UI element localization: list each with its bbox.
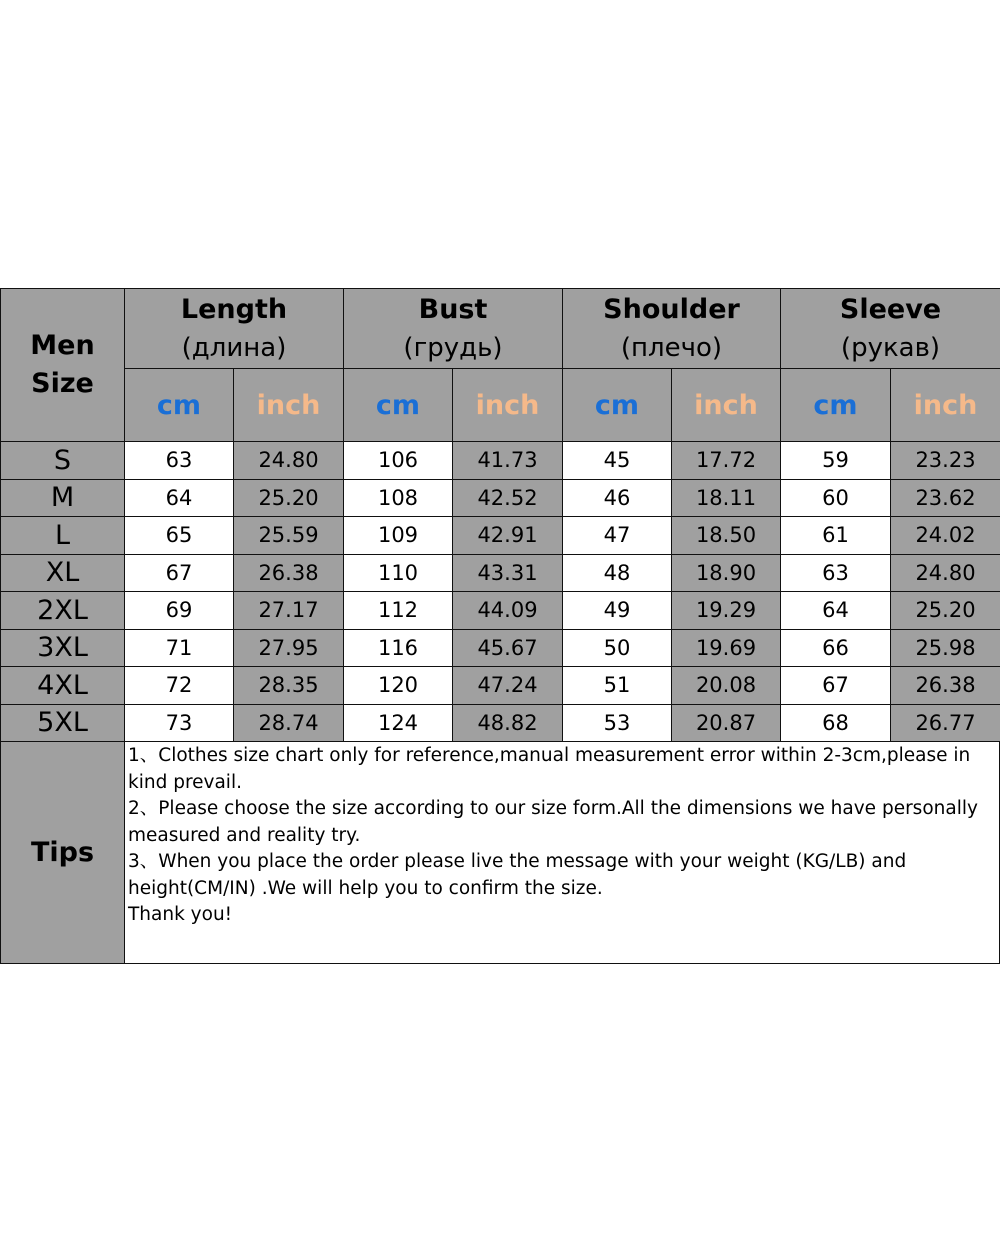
cell-value: 47.24 (477, 673, 538, 698)
table-cell (233, 441, 344, 480)
table-cell (233, 554, 344, 593)
cell-value: 68 (822, 710, 849, 735)
size-cell (0, 666, 125, 705)
cell-value: 48 (603, 560, 631, 585)
cell-value: 65 (165, 523, 193, 548)
cell-value: 28.74 (258, 710, 319, 735)
table-cell (671, 441, 781, 480)
cell-value: 46 (603, 485, 631, 510)
table-cell (671, 629, 781, 668)
table-cell (671, 666, 781, 705)
cell-value: 61 (822, 523, 849, 548)
table-cell (671, 704, 781, 743)
measure-header-length (124, 288, 344, 369)
measure-header-bust (343, 288, 563, 369)
table-cell (452, 516, 563, 555)
cell-value: 59 (822, 448, 849, 473)
table-cell (890, 591, 1000, 630)
cell-value: 27.95 (258, 635, 319, 660)
measure-header-shoulder (562, 288, 781, 369)
table-cell (343, 666, 453, 705)
cell-value: 49 (603, 598, 631, 623)
cell-value: 67 (165, 560, 193, 585)
table-cell (780, 629, 891, 668)
tips-label: Tips (30, 837, 95, 868)
table-cell (343, 591, 453, 630)
cell-value: 18.50 (695, 523, 757, 548)
table-cell (124, 704, 234, 743)
table-cell (233, 516, 344, 555)
table-cell (452, 554, 563, 593)
cell-value: 17.72 (695, 448, 757, 473)
cell-value: 20.87 (695, 710, 757, 735)
table-cell (452, 704, 563, 743)
tips-body (124, 741, 1000, 964)
cell-value: 120 (377, 673, 419, 698)
table-cell (452, 666, 563, 705)
cell-value: 63 (165, 448, 193, 473)
size-cell (0, 704, 125, 743)
table-cell (452, 479, 563, 518)
size-column-header (0, 288, 125, 442)
table-cell (124, 516, 234, 555)
cell-value: 27.17 (258, 598, 319, 623)
table-cell (671, 554, 781, 593)
cell-value: 26.38 (258, 560, 319, 585)
cell-value: 18.90 (695, 560, 757, 585)
unit-label: cm (156, 389, 202, 421)
cell-value: 23.23 (915, 448, 976, 473)
cell-value: 108 (377, 485, 419, 510)
cell-value: 64 (822, 598, 849, 623)
table-cell (780, 666, 891, 705)
cell-value: 19.29 (695, 598, 757, 623)
size-title-line: Size (31, 368, 94, 399)
size-label: S (53, 444, 72, 476)
table-cell (343, 554, 453, 593)
cell-value: 41.73 (477, 448, 538, 473)
cell-value: 47 (603, 523, 631, 548)
cell-value: 24.80 (258, 448, 319, 473)
size-label: 3XL (37, 632, 88, 664)
size-cell (0, 554, 125, 593)
size-label: L (54, 519, 71, 551)
cell-value: 50 (603, 635, 631, 660)
cell-value: 72 (165, 673, 193, 698)
table-cell (780, 554, 891, 593)
unit-header-inch (233, 368, 344, 442)
table-cell (780, 479, 891, 518)
cell-value: 18.11 (695, 485, 757, 510)
table-cell (124, 591, 234, 630)
cell-value: 48.82 (477, 710, 538, 735)
cell-value: 69 (165, 598, 193, 623)
cell-value: 112 (377, 598, 419, 623)
cell-value: 24.02 (915, 523, 976, 548)
table-cell (452, 629, 563, 668)
measure-name: Bust (418, 293, 488, 325)
table-cell (124, 629, 234, 668)
measure-header-sleeve (780, 288, 1000, 369)
size-label: XL (45, 557, 80, 589)
table-cell (343, 441, 453, 480)
size-label: 5XL (37, 707, 88, 739)
unit-label: inch (694, 389, 758, 421)
cell-value: 106 (377, 448, 419, 473)
table-cell (124, 554, 234, 593)
table-cell (343, 629, 453, 668)
size-cell (0, 629, 125, 668)
table-cell (233, 629, 344, 668)
table-cell (890, 479, 1000, 518)
tips-label-cell (0, 741, 125, 964)
table-cell (343, 704, 453, 743)
size-chart-table (0, 288, 1000, 963)
table-cell (562, 629, 672, 668)
cell-value: 66 (822, 635, 849, 660)
unit-header-cm (124, 368, 234, 442)
cell-value: 23.62 (915, 485, 976, 510)
unit-header-cm (780, 368, 891, 442)
table-cell (780, 591, 891, 630)
table-cell (124, 479, 234, 518)
tip-line: 3、When you place the order please live the message with your weight (KG/LB) and height(CM/IN) .We will help you to confirm the size. (128, 851, 907, 899)
cell-value: 110 (377, 560, 419, 585)
table-cell (890, 554, 1000, 593)
cell-value: 26.38 (915, 673, 976, 698)
table-cell (671, 516, 781, 555)
unit-label: inch (475, 389, 540, 421)
cell-value: 42.91 (477, 523, 538, 548)
cell-value: 44.09 (477, 598, 538, 623)
table-cell (233, 666, 344, 705)
table-cell (671, 591, 781, 630)
cell-value: 124 (377, 710, 419, 735)
cell-value: 60 (822, 485, 849, 510)
cell-value: 67 (822, 673, 849, 698)
table-cell (780, 704, 891, 743)
cell-value: 24.80 (915, 560, 976, 585)
measure-name: Length (180, 293, 288, 325)
tip-line: Thank you! (128, 904, 233, 925)
table-cell (562, 516, 672, 555)
table-cell (124, 666, 234, 705)
table-cell (343, 516, 453, 555)
measure-name: Shoulder (603, 293, 740, 325)
size-cell (0, 441, 125, 480)
table-cell (890, 704, 1000, 743)
measure-name-ru: (рукав) (840, 332, 941, 363)
table-cell (343, 479, 453, 518)
cell-value: 25.59 (258, 523, 319, 548)
table-cell (562, 666, 672, 705)
unit-label: cm (594, 389, 640, 421)
measure-name-ru: (длина) (181, 332, 287, 363)
tip-line: 2、Please choose the size according to our size form.All the dimensions we have personally measured and reality try. (128, 798, 978, 846)
unit-header-cm (343, 368, 453, 442)
measure-name-ru: (грудь) (403, 332, 503, 363)
table-cell (562, 554, 672, 593)
unit-header-inch (671, 368, 781, 442)
tip-line: 1、Clothes size chart only for reference,manual measurement error within 2-3cm,please in kind prevail. (128, 745, 971, 793)
table-cell (890, 666, 1000, 705)
cell-value: 43.31 (477, 560, 538, 585)
cell-value: 20.08 (695, 673, 757, 698)
table-cell (562, 591, 672, 630)
size-cell (0, 591, 125, 630)
cell-value: 63 (822, 560, 849, 585)
table-cell (890, 441, 1000, 480)
table-cell (124, 441, 234, 480)
table-cell (233, 479, 344, 518)
cell-value: 71 (165, 635, 193, 660)
unit-header-inch (890, 368, 1000, 442)
table-cell (233, 591, 344, 630)
cell-value: 73 (165, 710, 193, 735)
table-cell (671, 479, 781, 518)
cell-value: 45.67 (477, 635, 538, 660)
table-cell (562, 704, 672, 743)
table-cell (780, 516, 891, 555)
size-label: 4XL (37, 669, 88, 701)
cell-value: 25.98 (915, 635, 976, 660)
size-title-line: Men (30, 330, 95, 361)
unit-label: inch (913, 389, 978, 421)
measure-name-ru: (плечо) (620, 332, 723, 363)
table-cell (562, 441, 672, 480)
measure-name: Sleeve (839, 293, 942, 325)
cell-value: 26.77 (915, 710, 976, 735)
cell-value: 25.20 (258, 485, 319, 510)
cell-value: 64 (165, 485, 193, 510)
unit-label: inch (256, 389, 321, 421)
cell-value: 28.35 (258, 673, 319, 698)
table-cell (452, 441, 563, 480)
unit-header-inch (452, 368, 563, 442)
table-cell (233, 704, 344, 743)
cell-value: 42.52 (477, 485, 538, 510)
unit-label: cm (813, 389, 858, 421)
unit-label: cm (375, 389, 421, 421)
table-cell (562, 479, 672, 518)
size-cell (0, 479, 125, 518)
size-label: 2XL (37, 594, 88, 626)
cell-value: 45 (603, 448, 631, 473)
cell-value: 53 (603, 710, 631, 735)
cell-value: 116 (377, 635, 419, 660)
cell-value: 19.69 (695, 635, 757, 660)
cell-value: 51 (603, 673, 631, 698)
size-label: M (50, 482, 75, 514)
table-cell (452, 591, 563, 630)
table-cell (890, 516, 1000, 555)
unit-header-cm (562, 368, 672, 442)
cell-value: 109 (377, 523, 419, 548)
table-cell (780, 441, 891, 480)
table-cell (890, 629, 1000, 668)
cell-value: 25.20 (915, 598, 976, 623)
size-cell (0, 516, 125, 555)
